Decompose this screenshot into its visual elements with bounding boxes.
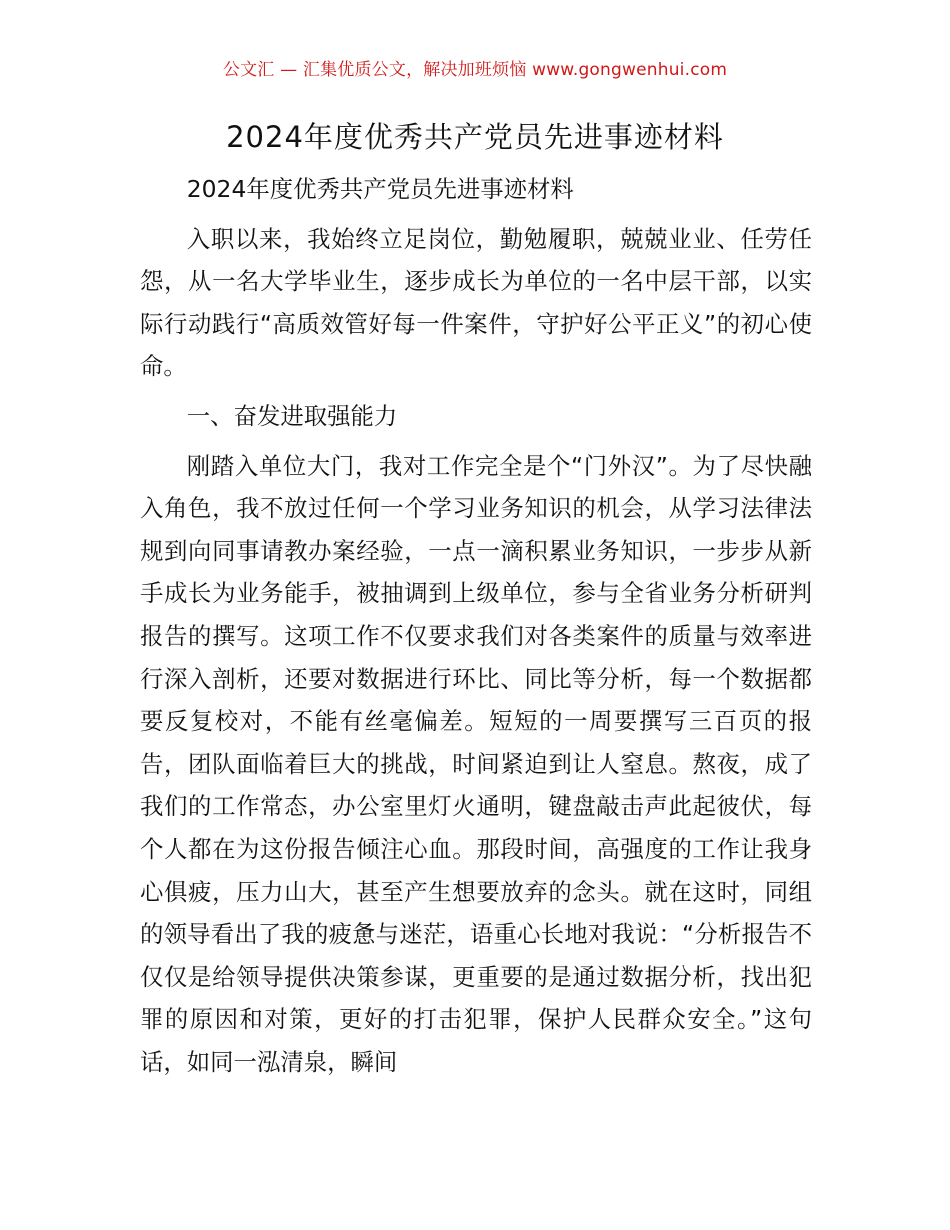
document-subtitle: 2024年度优秀共产党员先进事迹材料 (186, 175, 574, 203)
document-title: 2024年度优秀共产党员先进事迹材料 (226, 120, 724, 154)
header-banner: 公文汇 — 汇集优质公文，解决加班烦恼 www.gongwenhui.com (222, 60, 728, 80)
document-body (140, 168, 812, 1090)
intro-paragraph: 入职以来，我始终立足岗位，勤勉履职，兢兢业业、任劳任怨，从一名大学毕业生，逐步成长为单位的一名中层干部，以实际行动践行“高质效管好每一件案件，守护好公平正义”的初心使命。 (140, 224, 812, 381)
section-heading: 一、奋发进取强能力 (186, 401, 398, 430)
section-paragraph: 刚踏入单位大门，我对工作完全是个“门外汉”。为了尽快融入角色，我不放过任何一个学习业务知识的机会，从学习法律法规到向同事请教办案经验，一点一滴积累业务知识，一步步从新手成长为业务能手，被抽调到上级单位，参与全省业务分析研判报告的撰写。这项工作不仅要求我们对各类案件的质量与效率进行深入剖析，还要对数据进行环比、同比等分析，每一个数据都要反复校对，不能有丝毫偏差。短短的一周要撰写三百页的报告，团队面临着巨大的挑战，时间紧迫到让人窒息。熬夜，成了我们的工作常态，办公室里灯火通明，键盘敲击声此起彼伏，每个人都在为这份报告倾注心血。那段时间，高强度的工作让我身心俱疲，压力山大，甚至产生想要放弃的念头。就在这时，同组的领导看出了我的疲惫与迷茫，语重心长地对我说：“分析报告不仅仅是给领导提供决策参谋，更重要的是通过数据分析，找出犯罪的原因和对策，更好的打击犯罪，保护人民群众安全。”这句话，如同一泓清泉，瞬间 (140, 451, 812, 1076)
